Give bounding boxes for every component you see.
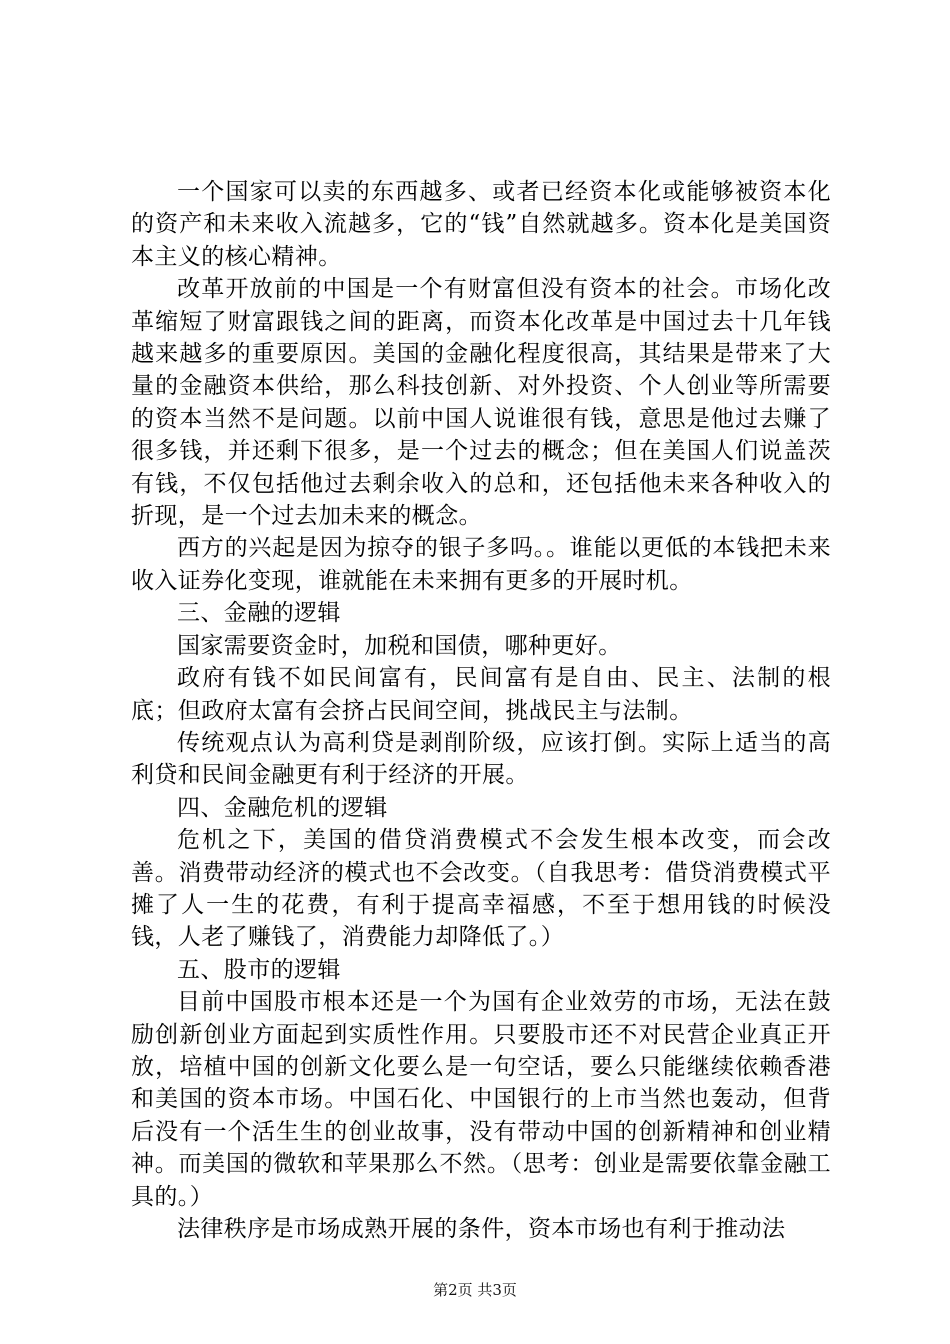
paragraph-usury: 传统观点认为高利贷是剥削阶级，应该打倒。实际上适当的高利贷和民间金融更有利于经济的开展。 [131,729,831,789]
paragraph-credit-consumption: 危机之下，美国的借贷消费模式不会发生根本改变，而会改善。消费带动经济的模式也不会改变。（自我思考：借贷消费模式平摊了人一生的花费，有利于提高幸福感，不至于想用钱的时候没钱，人老了赚钱了，消费能力却降低了。） [131,827,831,951]
paragraph-tax-vs-debt: 国家需要资金时，加税和国债，哪种更好。 [177,632,622,659]
paragraph-west-rise: 西方的兴起是因为掠夺的银子多吗。。谁能以更低的本钱把未来收入证券化变现，谁就能在未来拥有更多的开展时机。 [131,535,831,594]
page-footer [0,1280,950,1300]
paragraph-capitalization: 一个国家可以卖的东西越多、或者已经资本化或能够被资本化的资产和未来收入流越多，它的“钱”自然就越多。资本化是美国资本主义的核心精神。 [131,179,831,270]
paragraph-government-wealth: 政府有钱不如民间富有，民间富有是自由、民主、法制的根底；但政府太富有会挤占民间空间，挑战民主与法制。 [131,665,831,724]
paragraph-reform: 改革开放前的中国是一个有财富但没有资本的社会。市场化改革缩短了财富跟钱之间的距离，而资本化改革是中国过去十几年钱越来越多的重要原因。美国的金融化程度很高，其结果是带来了大量的金融资本供给，那么科技创新、对外投资、个人创业等所需要的资本当然不是问题。以前中国人说谁很有钱，意思是他过去赚了很多钱，并还剩下很多，是一个过去的概念；但在美国人们说盖茨有钱，不仅包括他过去剩余收入的总和，还包括他未来各种收入的折现，是一个过去加未来的概念。 [131,276,831,530]
section-heading-crisis-logic: 四、金融危机的逻辑 [177,794,388,821]
section-heading-stock-market-logic: 五、股市的逻辑 [177,956,341,983]
section-heading-finance-logic: 三、金融的逻辑 [177,600,341,627]
page-number: 第2页 共3页 [433,1281,517,1299]
body-text [131,176,831,1245]
paragraph-legal-order: 法律秩序是市场成熟开展的条件，资本市场也有利于推动法 [177,1216,786,1242]
paragraph-stock-market: 目前中国股市根本还是一个为国有企业效劳的市场，无法在鼓励创新创业方面起到实质性作用。只要股市还不对民营企业真正开放，培植中国的创新文化要么是一句空话，要么只能继续依赖香港和美国的资本市场。中国石化、中国银行的上市当然也轰动，但背后没有一个活生生的创业故事，没有带动中国的创新精神和创业精神。而美国的微软和苹果那么不然。（思考：创业是需要依靠金融工具的。） [131,989,831,1210]
